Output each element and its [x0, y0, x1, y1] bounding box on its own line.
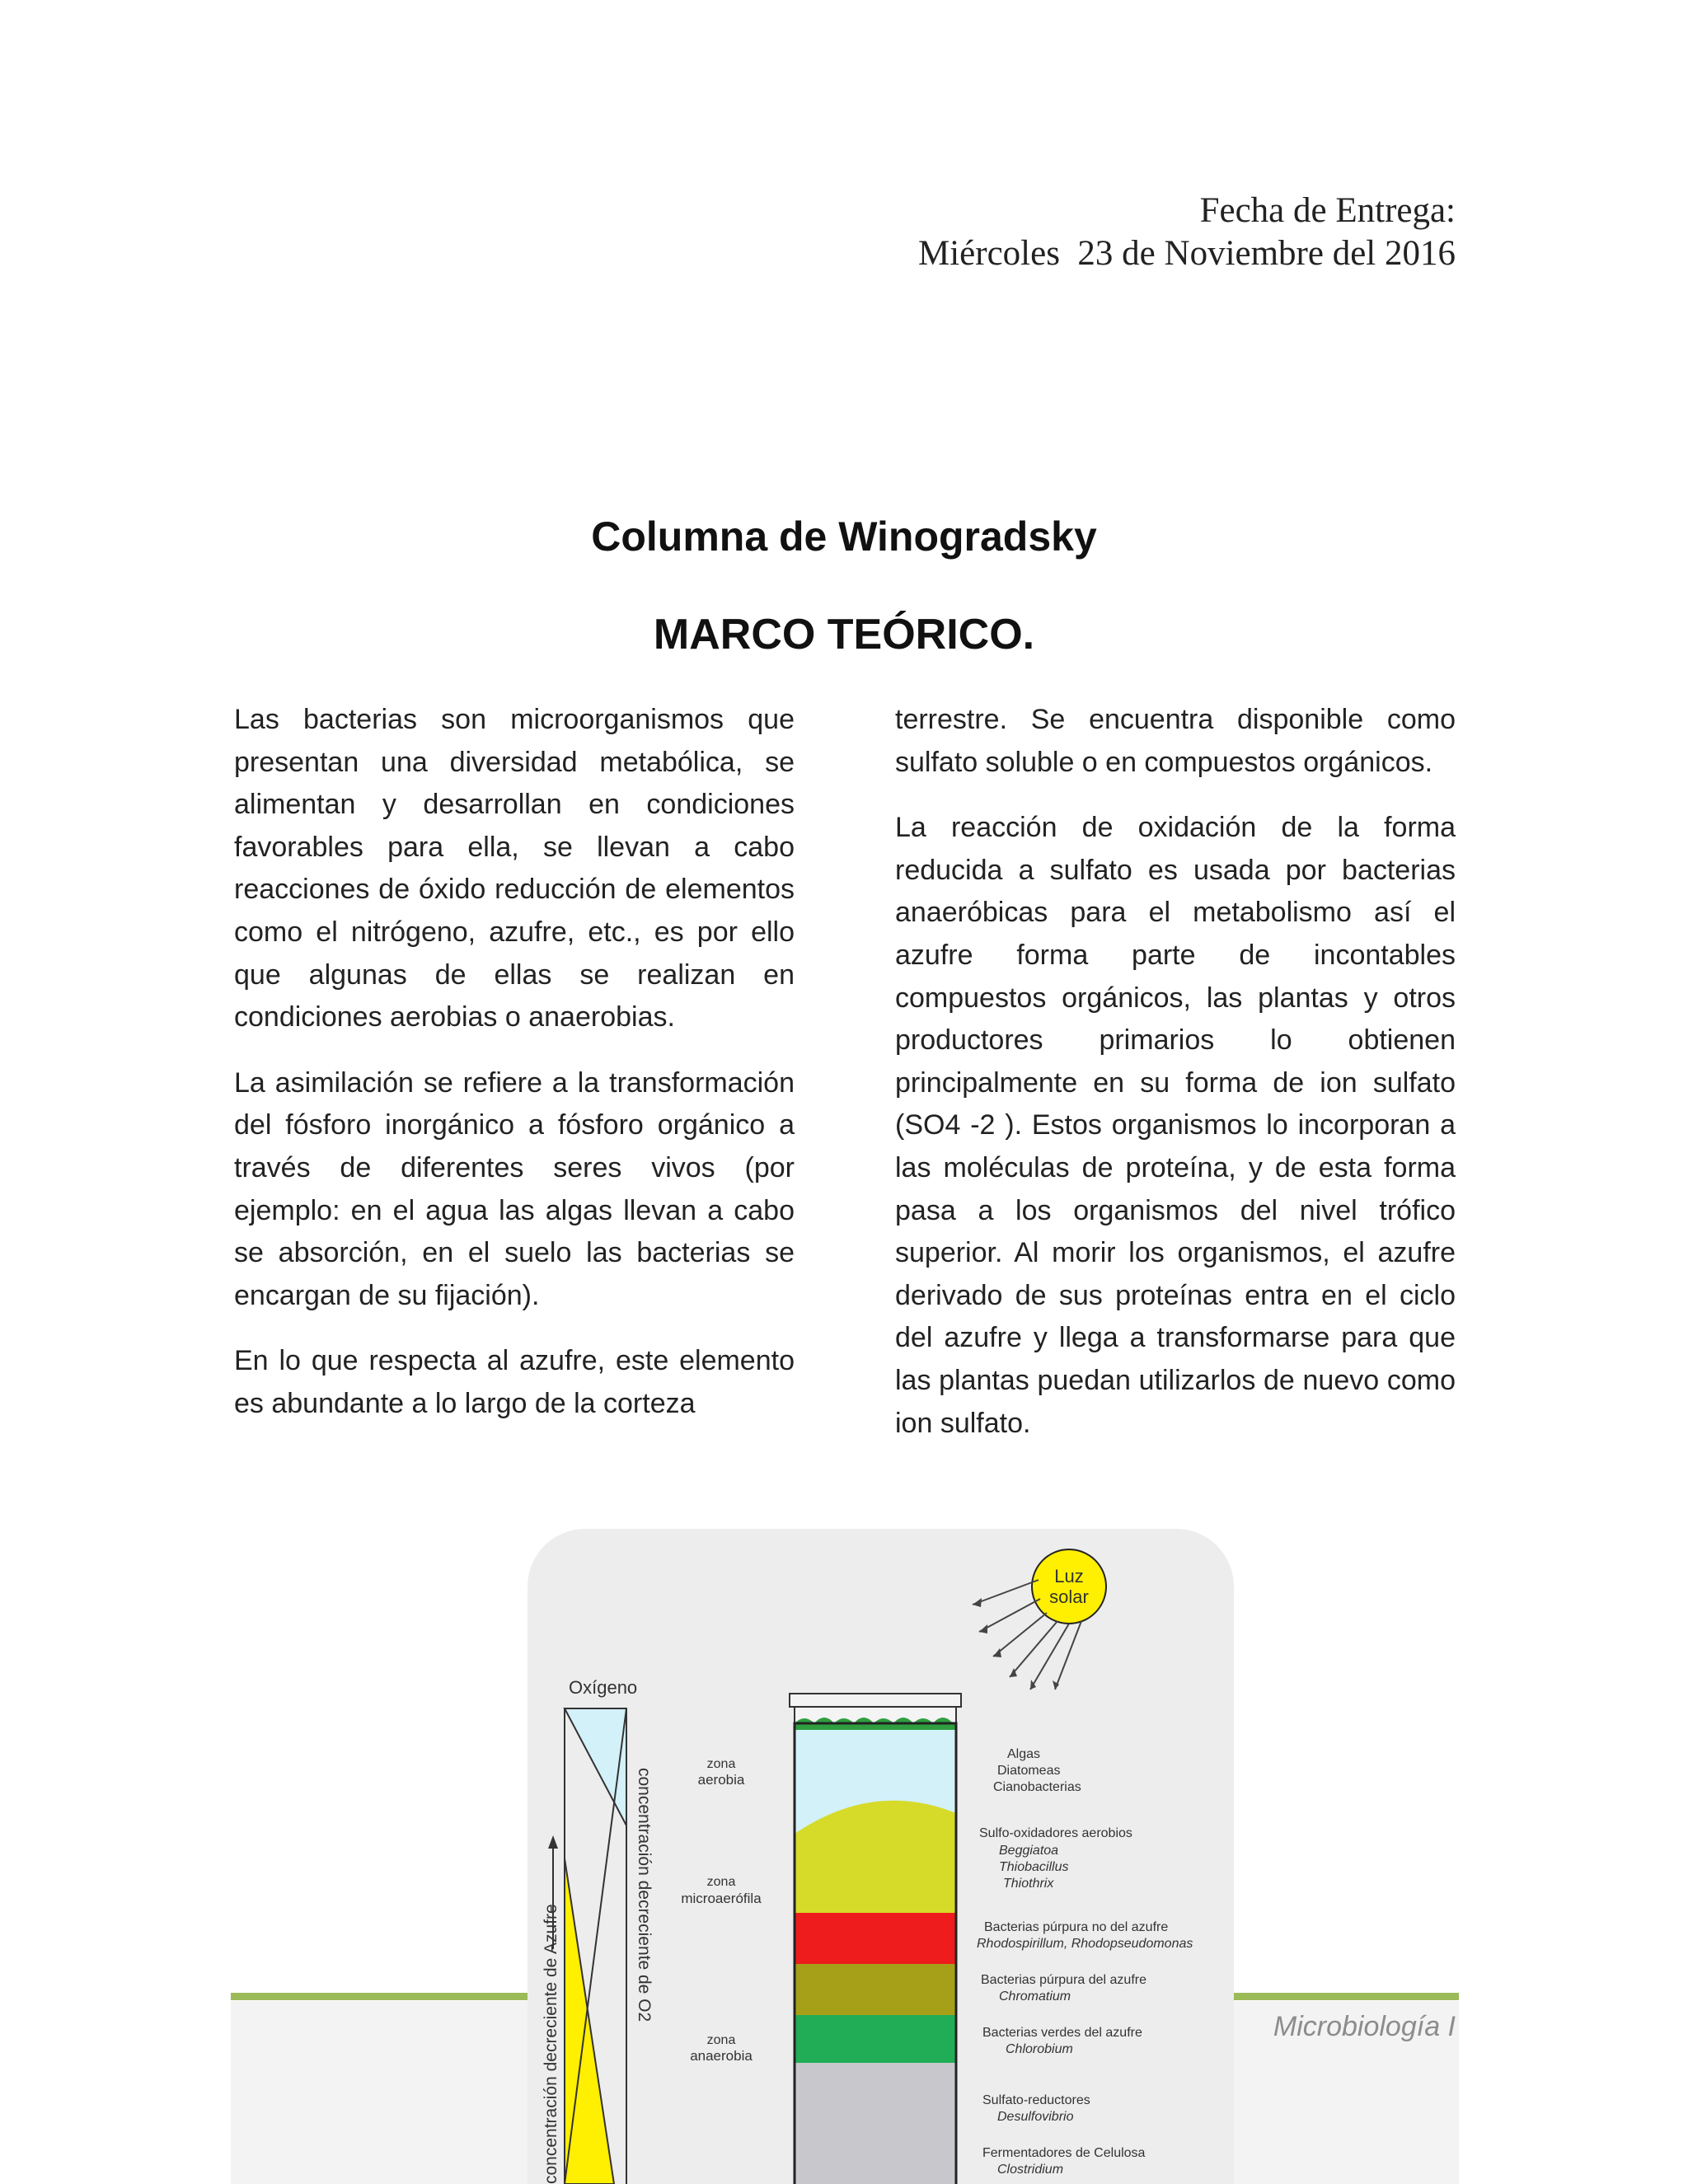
section-title: MARCO TEÓRICO. [653, 611, 1035, 658]
label-rhodospirillum: Rhodospirillum, Rhodopseudomonas [977, 1937, 1193, 1951]
label-thiothrix: Thiothrix [1003, 1877, 1054, 1891]
paragraph: En lo que respecta al azufre, este elemento es abundante a lo largo de la corteza [234, 1345, 795, 1419]
label-cianobacterias: Cianobacterias [993, 1780, 1081, 1794]
label-sulfo-oxidadores: Sulfo-oxidadores aerobios [979, 1826, 1132, 1840]
zone-micro-label-1: zona [706, 1875, 736, 1889]
o2-gradient-label: concentración decreciente de O2 [635, 1768, 654, 2022]
zone-anaerobic-label-2: anaerobia [690, 2048, 753, 2064]
delivery-date-value: Miércoles 23 de Noviembre del 2016 [918, 234, 1456, 273]
label-chlorobium: Chlorobium [1006, 2042, 1073, 2056]
sun-label-line1: Luz [1054, 1566, 1084, 1586]
paragraph: La reacción de oxidación de la forma reducida a sulfato es usada por bacterias anaeróbicas para el metabolismo así el azufre forma parte de incontables compuestos orgánicos, las plantas y otros productores primarios lo obtienen principalmente en su forma de ion sulfato (SO4 -2 ). Estos organismos lo incorporan a las moléculas de proteína, y de esta forma pasa a los organismos del nivel trófico superior. Al morir los organismos, el azufre derivado de sus proteínas entra en el ciclo del azufre y llega a transformarse para que las plantas puedan utilizarlos de nuevo como ion sulfato. [895, 812, 1456, 1439]
label-purple-non-sulfur: Bacterias púrpura no del azufre [984, 1920, 1169, 1934]
paragraph: Las bacterias son microorganismos que presentan una diversidad metabólica, se alimentan y desarrollan en condiciones favorables para ella, se llevan a cabo reacciones de óxido reducción de elementos como el nitrógeno, azufre, etc., es por ello que algunas de ellas se realizan en condiciones aerobias o anaerobias. [234, 704, 795, 1033]
label-beggiatoa: Beggiatoa [999, 1844, 1059, 1858]
label-desulfovibrio: Desulfovibrio [997, 2110, 1074, 2124]
paragraph: terrestre. Se encuentra disponible como sulfato soluble o en compuestos orgánicos. [895, 704, 1456, 778]
label-sulfate-reducers: Sulfato-reductores [982, 2093, 1090, 2107]
zone-aerobic-label-1: zona [706, 1757, 736, 1771]
label-purple-sulfur: Bacterias púrpura del azufre [981, 1973, 1146, 1987]
left-text-column [234, 699, 795, 1449]
sulfur-gradient-label: concentración decreciente de Azufre [542, 1904, 560, 2184]
delivery-date-block [918, 190, 1456, 275]
footer-course-name: Microbiología I [1273, 2011, 1456, 2042]
zone-aerobic-label-2: aerobia [697, 1772, 745, 1788]
label-diatomeas: Diatomeas [997, 1764, 1061, 1778]
document-title: Columna de Winogradsky [591, 513, 1097, 560]
winogradsky-column-diagram [528, 1529, 1234, 2184]
paragraph: La asimilación se refiere a la transformación del fósforo inorgánico a fósforo orgánico a través de diferentes seres vivos (por ejemplo: en el agua las algas llevan a cabo se absorción, en el suelo las bacterias se encargan de su fijación). [234, 1066, 795, 1311]
label-green-sulfur: Bacterias verdes del azufre [982, 2026, 1142, 2040]
right-text-column [895, 699, 1456, 1468]
label-clostridium: Clostridium [997, 2163, 1064, 2177]
winogradsky-column [790, 1694, 961, 2184]
label-algas: Algas [1007, 1747, 1041, 1761]
sun-label-line2: solar [1049, 1586, 1089, 1607]
zone-micro-label-2: microaerófila [681, 1891, 762, 1906]
delivery-date-label: Fecha de Entrega: [1199, 191, 1456, 230]
label-cellulose-fermenters: Fermentadores de Celulosa [982, 2146, 1146, 2160]
oxygen-label: Oxígeno [569, 1677, 638, 1698]
zone-anaerobic-label-1: zona [706, 2033, 736, 2047]
label-thiobacillus: Thiobacillus [999, 1860, 1069, 1874]
label-chromatium: Chromatium [999, 1990, 1071, 2004]
